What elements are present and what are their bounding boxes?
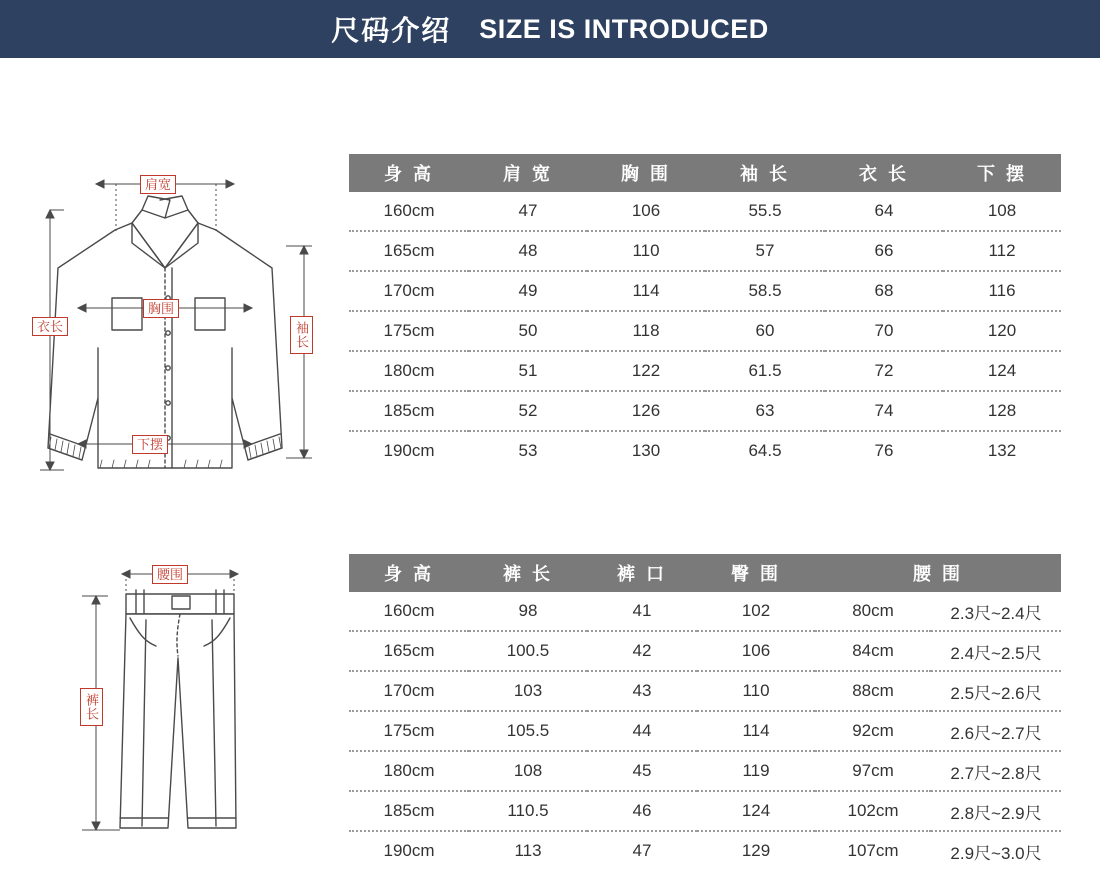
col-header: 身 高 [349,154,469,192]
content-board [0,58,1100,863]
cell: 66 [825,231,943,271]
cell: 70 [825,311,943,351]
cell: 108 [469,751,587,791]
cell: 114 [697,711,815,751]
cell: 190cm [349,431,469,470]
cell: 98 [469,592,587,631]
cell: 106 [587,192,705,231]
cell: 48 [469,231,587,271]
col-header: 身 高 [349,554,469,592]
shirt-label-sleeve: 袖长 [290,316,313,354]
pants-size-table [349,554,1061,870]
shirt-label-hem: 下摆 [132,435,168,454]
table-row [349,311,1061,351]
cell: 2.8尺~2.9尺 [931,791,1061,831]
pants-label-length: 裤长 [80,688,103,726]
cell: 114 [587,271,705,311]
table-row [349,431,1061,470]
cell: 185cm [349,391,469,431]
shirt-illustration [20,148,340,478]
cell: 122 [587,351,705,391]
col-header: 衣 长 [825,154,943,192]
cell: 2.6尺~2.7尺 [931,711,1061,751]
cell: 63 [705,391,825,431]
cell: 74 [825,391,943,431]
table-row [349,671,1061,711]
cell: 124 [943,351,1061,391]
cell: 2.7尺~2.8尺 [931,751,1061,791]
cell: 118 [587,311,705,351]
cell: 53 [469,431,587,470]
table-row [349,631,1061,671]
cell: 47 [469,192,587,231]
cell: 51 [469,351,587,391]
shirt-label-shoulder: 肩宽 [140,175,176,194]
cell: 129 [697,831,815,870]
cell: 2.5尺~2.6尺 [931,671,1061,711]
cell: 2.3尺~2.4尺 [931,592,1061,631]
cell: 190cm [349,831,469,870]
cell: 80cm [815,592,931,631]
cell: 106 [697,631,815,671]
pants-illustration [20,538,340,838]
cell: 119 [697,751,815,791]
cell: 102cm [815,791,931,831]
top-size-table [349,154,1061,470]
cell: 92cm [815,711,931,751]
col-header: 袖 长 [705,154,825,192]
table-row [349,192,1061,231]
cell: 132 [943,431,1061,470]
shirt-drawing-svg [20,148,340,478]
bottom-size-table [349,554,1061,870]
cell: 107cm [815,831,931,870]
cell: 120 [943,311,1061,351]
cell: 76 [825,431,943,470]
cell: 110 [697,671,815,711]
cell: 112 [943,231,1061,271]
cell: 47 [587,831,697,870]
cell: 58.5 [705,271,825,311]
col-header: 下 摆 [943,154,1061,192]
col-header: 臀 围 [697,554,815,592]
cell: 102 [697,592,815,631]
cell: 55.5 [705,192,825,231]
cell: 57 [705,231,825,271]
table-header-row [349,154,1061,192]
col-header: 腰 围 [815,554,1061,592]
cell: 60 [705,311,825,351]
cell: 2.4尺~2.5尺 [931,631,1061,671]
cell: 180cm [349,751,469,791]
col-header: 裤 长 [469,554,587,592]
cell: 160cm [349,192,469,231]
cell: 72 [825,351,943,391]
col-header: 裤 口 [587,554,697,592]
page-title-en: SIZE IS INTRODUCED [479,13,769,44]
shirt-size-table [349,154,1061,470]
cell: 110.5 [469,791,587,831]
shirt-label-length: 衣长 [32,317,68,336]
col-header: 胸 围 [587,154,705,192]
table-header-row [349,554,1061,592]
cell: 175cm [349,711,469,751]
cell: 41 [587,592,697,631]
table-row [349,751,1061,791]
shirt-label-chest: 胸围 [143,299,179,318]
table-row [349,271,1061,311]
cell: 68 [825,271,943,311]
cell: 45 [587,751,697,791]
cell: 49 [469,271,587,311]
cell: 165cm [349,631,469,671]
cell: 105.5 [469,711,587,751]
cell: 160cm [349,592,469,631]
cell: 124 [697,791,815,831]
table-row [349,592,1061,631]
cell: 130 [587,431,705,470]
cell: 165cm [349,231,469,271]
cell: 170cm [349,271,469,311]
cell: 103 [469,671,587,711]
table-row [349,711,1061,751]
cell: 64 [825,192,943,231]
cell: 175cm [349,311,469,351]
cell: 50 [469,311,587,351]
cell: 128 [943,391,1061,431]
cell: 170cm [349,671,469,711]
cell: 88cm [815,671,931,711]
cell: 113 [469,831,587,870]
cell: 2.9尺~3.0尺 [931,831,1061,870]
cell: 46 [587,791,697,831]
cell: 97cm [815,751,931,791]
table-row [349,231,1061,271]
page-title-cn: 尺码介绍 [331,15,452,46]
cell: 64.5 [705,431,825,470]
cell: 52 [469,391,587,431]
cell: 43 [587,671,697,711]
table-row [349,791,1061,831]
cell: 185cm [349,791,469,831]
cell: 108 [943,192,1061,231]
cell: 126 [587,391,705,431]
pants-label-waist: 腰围 [152,565,188,584]
cell: 180cm [349,351,469,391]
cell: 44 [587,711,697,751]
col-header: 肩 宽 [469,154,587,192]
cell: 100.5 [469,631,587,671]
cell: 42 [587,631,697,671]
page-header [0,0,1100,58]
table-row [349,351,1061,391]
cell: 84cm [815,631,931,671]
table-row [349,391,1061,431]
cell: 116 [943,271,1061,311]
cell: 110 [587,231,705,271]
cell: 61.5 [705,351,825,391]
